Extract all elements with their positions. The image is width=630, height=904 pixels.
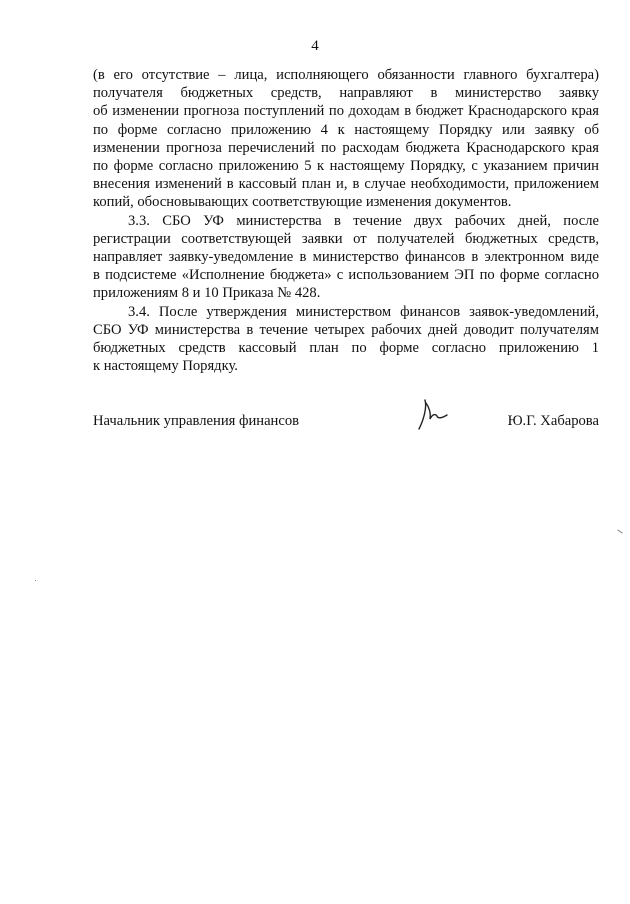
paragraph-continuation	[93, 66, 599, 212]
text-line: по форме согласно приложению 5 к настоящему Порядку, с указанием причин	[93, 158, 599, 175]
handwritten-signature	[415, 397, 455, 433]
text-line: к настоящему Порядку.	[93, 358, 238, 375]
text-line: копий, обосновывающих соответствующие изменения документов.	[93, 194, 512, 211]
text-line: бюджетных средств кассовый план по форме согласно приложению 1	[93, 340, 599, 357]
text-line: изменении прогноза перечислений по расходам бюджета Краснодарского края	[93, 139, 599, 156]
text-line: 3.3. СБО УФ министерства в течение двух рабочих дней, после	[128, 212, 599, 229]
signature-block	[93, 409, 599, 439]
paragraph-3-3	[93, 212, 599, 303]
text-line: регистрации соответствующей заявки от получателей бюджетных средств,	[93, 230, 599, 247]
scan-mark	[35, 580, 36, 581]
text-line: направляет заявку-уведомление в министерство финансов в электронном виде	[93, 249, 599, 266]
text-line: внесения изменений в кассовый план и, в случае необходимости, приложением	[93, 176, 599, 193]
scan-mark	[617, 529, 622, 533]
text-line: об изменении прогноза поступлений по доходам в бюджет Краснодарского края	[93, 103, 599, 120]
page-number: 4	[311, 38, 319, 54]
signatory-title: Начальник управления финансов	[93, 413, 300, 429]
text-line: получателя бюджетных средств, направляют в министерство заявку	[93, 85, 599, 102]
signatory-name: Ю.Г. Хабарова	[507, 413, 599, 429]
text-line: в подсистеме «Исполнение бюджета» с использованием ЭП по форме согласно	[93, 267, 599, 284]
text-line: приложениям 8 и 10 Приказа № 428.	[93, 285, 321, 302]
text-line: СБО УФ министерства в течение четырех рабочих дней доводит получателям	[93, 321, 599, 338]
text-line: по форме согласно приложению 4 к настоящему Порядку или заявку об	[93, 121, 599, 138]
paragraph-3-4	[93, 303, 599, 376]
text-line: (в его отсутствие – лица, исполняющего обязанности главного бухгалтера)	[93, 67, 599, 83]
body-text	[93, 66, 599, 375]
text-line: 3.4. После утверждения министерством финансов заявок-уведомлений,	[128, 303, 599, 320]
